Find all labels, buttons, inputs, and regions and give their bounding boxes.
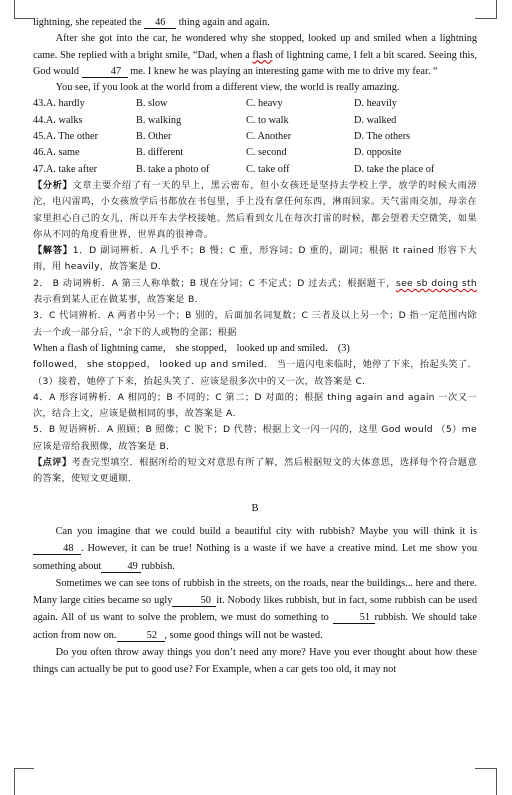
blank-51: 51 xyxy=(333,612,375,624)
option: C. heavy xyxy=(246,98,283,110)
text: rubbish. xyxy=(141,560,175,572)
analysis-paragraph xyxy=(33,178,477,243)
question-row xyxy=(33,96,477,112)
comment-paragraph xyxy=(33,455,477,488)
text: 文章主要介绍了有一天的早上，黑云密布，但小女孩还是坚持去学校上学，放学的时候大雨滂沱，电闪雷鸣，小女孩放学后书都放在书包里，手上没有拿任何东西，淋雨回家。天气雷雨交加，母亲在家里担心自己的女儿，所以开车去学校接她。然后看到女儿在每次打雷的时候，都会望着天空微笑，如果你从不同的角度看世界，世界真的很神奇。 xyxy=(33,179,477,240)
crop-mark xyxy=(14,0,15,18)
option: D. take the place of xyxy=(354,163,435,175)
option: 43.A. hardly xyxy=(33,98,85,110)
answer-5: 5．B 短语辨析．A 照顾；B 照像；C 脱下；D 代替；根据上文一闪一闪的，这里 God would （5）me 应该是帝给我照像，故答案是 B． xyxy=(33,424,477,452)
option: D. walked xyxy=(354,114,397,126)
text: rubbish. We should take action from now on. xyxy=(33,612,477,641)
text: , some good things will not be wasted. xyxy=(164,629,323,641)
text: 表示看到某人正在做某事，故答案是 B． xyxy=(33,294,205,306)
answer-3-cont: followed， she stopped， looked up and smiled． 当一道闪电来临时，她停了下来，抬起头笑了．（3）接着，她停了下来，抬起头笑了．应该是很多次中的又一次，故答案是 C． xyxy=(33,359,477,387)
passage-b-paragraph-2 xyxy=(33,575,477,644)
option: 45.A. The other xyxy=(33,131,99,143)
option: B. different xyxy=(136,147,184,159)
blank-50: 50 xyxy=(172,595,216,607)
text: lightning, she repeated the xyxy=(33,17,145,28)
text: 2． B 动词辨析．A 第三人称单数；B 现在分词；C 不定式；D 过去式；根据题干， xyxy=(33,277,397,289)
answer-3-quote: When a flash of lightning came， she stopped， looked up and smiled． (3) xyxy=(33,342,350,354)
answer-2 xyxy=(33,276,477,309)
question-row xyxy=(33,129,477,145)
text: . However, it can be true! Nothing is a waste if we have a creative mind. Let me show you something about xyxy=(33,543,477,572)
text: 考查完型填空．根据所给的短文对意思有所了解，然后根据短文的大体意思，选择每个符合题意的答案，使短文更通顺． xyxy=(33,457,477,485)
option: B. take a photo of xyxy=(136,163,210,175)
blank-52: 52 xyxy=(117,630,165,642)
text: After she got into the car, he wondered why she stopped, looked up and smiled when a lightning came. She replied with a bright smile, “Dad, when a xyxy=(33,33,477,61)
option: C. second xyxy=(246,147,287,159)
passage-a-paragraph-3: You see, if you look at the world from a different view, the world is really amazing. xyxy=(55,82,400,94)
document-page xyxy=(33,0,477,679)
option: C. to walk xyxy=(246,114,289,126)
option: 44.A. walks xyxy=(33,114,83,126)
text: of lightning came, I felt a bit scared. Seeing this, God would xyxy=(33,49,477,77)
answer-4: 4．A 形容词辨析．A 相同的；B 不同的；C 第二；D 对面的；根据 thing again and again 一次又一次，结合上文，应该是做相同的事，故答案是 A． xyxy=(33,391,477,420)
option: D. heavily xyxy=(354,98,397,110)
crop-mark xyxy=(14,18,34,19)
text: it. Nobody likes rubbish, but in fact, some rubbish can be used again. All of us want to solve the problem, we must do something to xyxy=(33,595,477,624)
passage-a-line1 xyxy=(33,15,477,31)
crop-mark xyxy=(14,768,34,769)
text: Can you imagine that we could build a beautiful city with rubbish? Maybe you will think it is xyxy=(55,525,477,537)
passage-b-paragraph-3: Do you often throw away things you don’t need any more? Have you ever thought about how these things can actually be put to good use? For Example, when a car gets too old, it may not xyxy=(33,646,477,676)
text: Sometimes we can see tons of rubbish in the streets, on the roads, near the buildings... here and there. Many large cities became so ugly xyxy=(33,577,477,607)
option: C. take off xyxy=(246,163,290,175)
question-row xyxy=(33,113,477,129)
text: me. I knew he was playing an interesting game with me to drive my fear. “ xyxy=(127,65,438,77)
question-options xyxy=(33,96,477,177)
analysis-tag: 【分析】 xyxy=(33,179,73,191)
text: 1．D 副词辨析．A 几乎不；B 慢；C 重，形容词；D 重的，副词；根据 It rained 形容下大雨，用 heavily，故答案是 D． xyxy=(33,245,477,273)
flagged-phrase: see sb doing sth xyxy=(396,277,477,289)
crop-mark xyxy=(14,768,15,795)
blank-46: 46 xyxy=(144,17,176,29)
option: 47.A. take after xyxy=(33,163,98,175)
crop-mark xyxy=(475,768,497,769)
question-row xyxy=(33,162,477,178)
option: D. opposite xyxy=(354,147,402,159)
option: B. slow xyxy=(136,98,168,110)
blank-49: 49 xyxy=(101,561,141,573)
option: B. walking xyxy=(136,114,182,126)
option: D. The others xyxy=(354,131,411,143)
passage-a-paragraph-2 xyxy=(33,31,477,80)
blank-47: 47 xyxy=(82,66,128,78)
crop-mark xyxy=(496,768,497,795)
blank-48: 48 xyxy=(33,543,81,555)
option: 46.A. same xyxy=(33,147,80,159)
passage-b-paragraph-1 xyxy=(33,523,477,575)
answer-1 xyxy=(33,243,477,276)
comment-tag: 【点评】 xyxy=(33,457,72,469)
crop-mark xyxy=(496,0,497,18)
answer-3: 3．C 代词辨析．A 两者中另一个；B 别的，后面加名词复数；C 三者及以上另一个；D 指一定范围内除去一个或一部分后，"余下的人或物的全部；根据 xyxy=(33,310,477,338)
answer-tag: 【解答】 xyxy=(33,245,73,257)
text: thing again and again. xyxy=(176,17,270,28)
flagged-word: flash xyxy=(252,49,273,61)
option: B. Other xyxy=(136,131,172,143)
option: C. Another xyxy=(246,131,292,143)
question-row xyxy=(33,145,477,161)
crop-mark xyxy=(475,18,497,19)
section-title: B xyxy=(251,502,259,514)
